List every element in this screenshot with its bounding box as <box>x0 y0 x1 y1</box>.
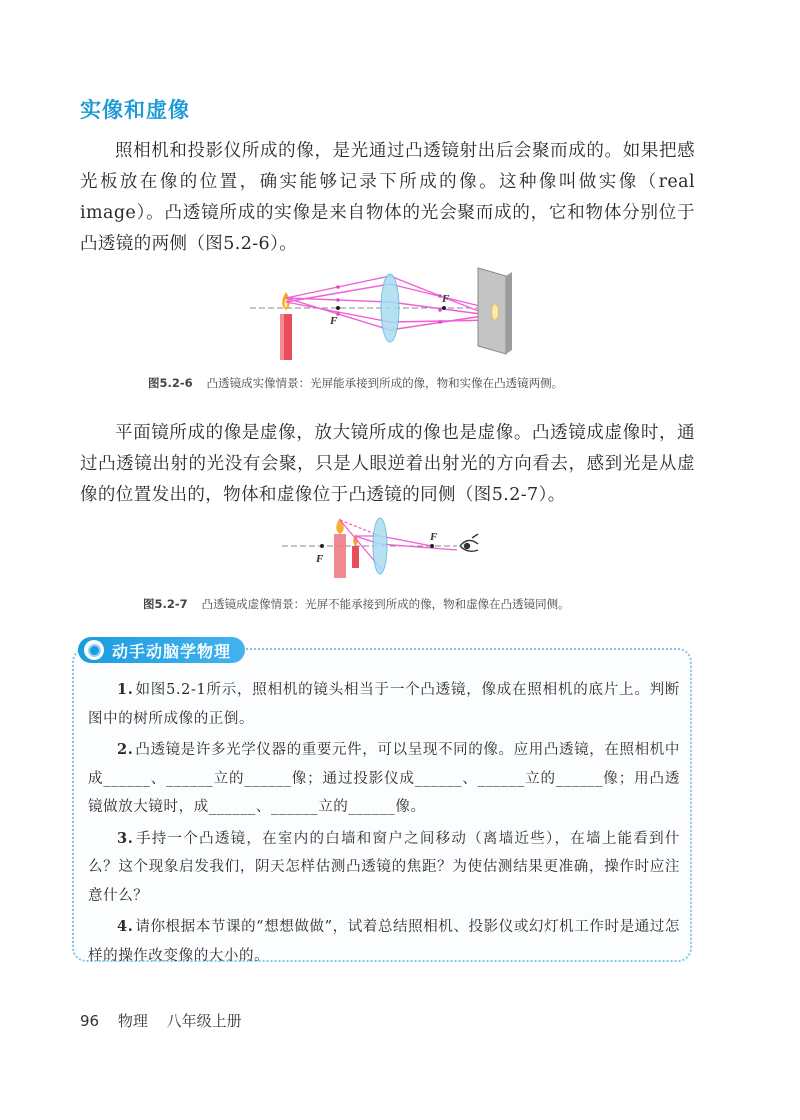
focal-point-right <box>430 544 434 548</box>
focal-point-left <box>320 544 324 548</box>
focal-point-left <box>336 306 340 310</box>
paragraph-real-image-text: 照相机和投影仪所成的像，是光通过凸透镜射出后会聚而成的。如果把感光板放在像的位置，确实能够记录下所成的像。这种像叫做实像（real image）。凸透镜所成的实像是来自物体的光会聚而成的，它和物体分别位于凸透镜的两侧（图5.2-6）。 <box>80 141 695 254</box>
caption-number: 图5.2-6 <box>148 376 193 390</box>
exercise-item-4 <box>88 913 680 970</box>
focus-label-left: F <box>330 315 338 327</box>
exercise-item-2 <box>88 736 680 822</box>
caption-text: 凸透镜成虚像情景：光屏不能承接到所成的像，物和虚像在凸透镜同侧。 <box>201 597 570 611</box>
focus-label-right: F <box>442 293 450 305</box>
real-image-figure <box>250 262 530 362</box>
activity-tab <box>78 637 245 663</box>
caption-text: 凸透镜成实像情景：光屏能承接到所成的像，物和实像在凸透镜两侧。 <box>206 376 564 390</box>
exercise-number: 1. <box>117 681 134 698</box>
exercise-number: 3. <box>117 829 134 847</box>
eye-icon <box>460 534 478 551</box>
convex-lens <box>381 274 399 342</box>
paragraph-real-image <box>80 136 695 260</box>
convex-lens <box>373 518 387 574</box>
exercise-text: 请你根据本节课的“想想做做”，试着总结照相机、投影仪或幻灯机工作时是通过怎样的操作改变像的大小的。 <box>88 919 680 964</box>
exercise-item-1 <box>88 676 680 733</box>
exercise-number: 2. <box>117 741 134 758</box>
light-screen <box>478 268 512 354</box>
page-number: 96 <box>80 1012 100 1030</box>
focus-label-left: F <box>316 553 324 565</box>
virtual-image-candle <box>334 518 346 578</box>
subject-name: 物理 <box>117 1012 148 1030</box>
figure-caption-1 <box>148 375 563 391</box>
virtual-image-figure <box>282 514 492 582</box>
real-image-on-screen <box>492 304 499 320</box>
exercise-text: 凸透镜是许多光学仪器的重要元件，可以呈现不同的像。应用凸透镜，在照相机中成______、______立的______像；通过投影仪成______、______立的______像；用凸透镜做放大镜时，成______、______立的______像。 <box>88 742 680 815</box>
exercise-text: 手持一个凸透镜，在室内的白墙和窗户之间移动（离墙近些），在墙上能看到什么？这个现象启发我们，阴天怎样估测凸透镜的焦距？为使估测结果更准确，操作时应注意什么？ <box>88 830 680 904</box>
figure-caption-2 <box>143 596 570 612</box>
focal-point-right <box>442 306 446 310</box>
focus-label-right: F <box>430 531 438 543</box>
paragraph-virtual-image <box>80 418 695 511</box>
caption-number: 图5.2-7 <box>143 597 188 611</box>
exercise-text: 如图5.2-1所示，照相机的镜头相当于一个凸透镜，像成在照相机的底片上。判断图中的树所成像的正倒。 <box>88 682 680 727</box>
exercise-item-3 <box>88 825 680 911</box>
activity-title: 动手动脑学物理 <box>112 641 232 661</box>
book-volume: 八年级上册 <box>166 1012 242 1030</box>
exercise-list <box>88 676 680 973</box>
exercise-number: 4. <box>117 918 134 935</box>
target-icon <box>84 640 104 660</box>
section-title: 实像和虚像 <box>80 98 190 122</box>
paragraph-virtual-image-text: 平面镜所成的像是虚像，放大镜所成的像也是虚像。凸透镜成虚像时，通过凸透镜出射的光没有会聚，只是人眼逆着出射光的方向看去，感到光是从虚像的位置发出的，物体和虚像位于凸透镜的同侧（图5.2-7）。 <box>80 423 695 505</box>
page-footer <box>80 1010 256 1031</box>
